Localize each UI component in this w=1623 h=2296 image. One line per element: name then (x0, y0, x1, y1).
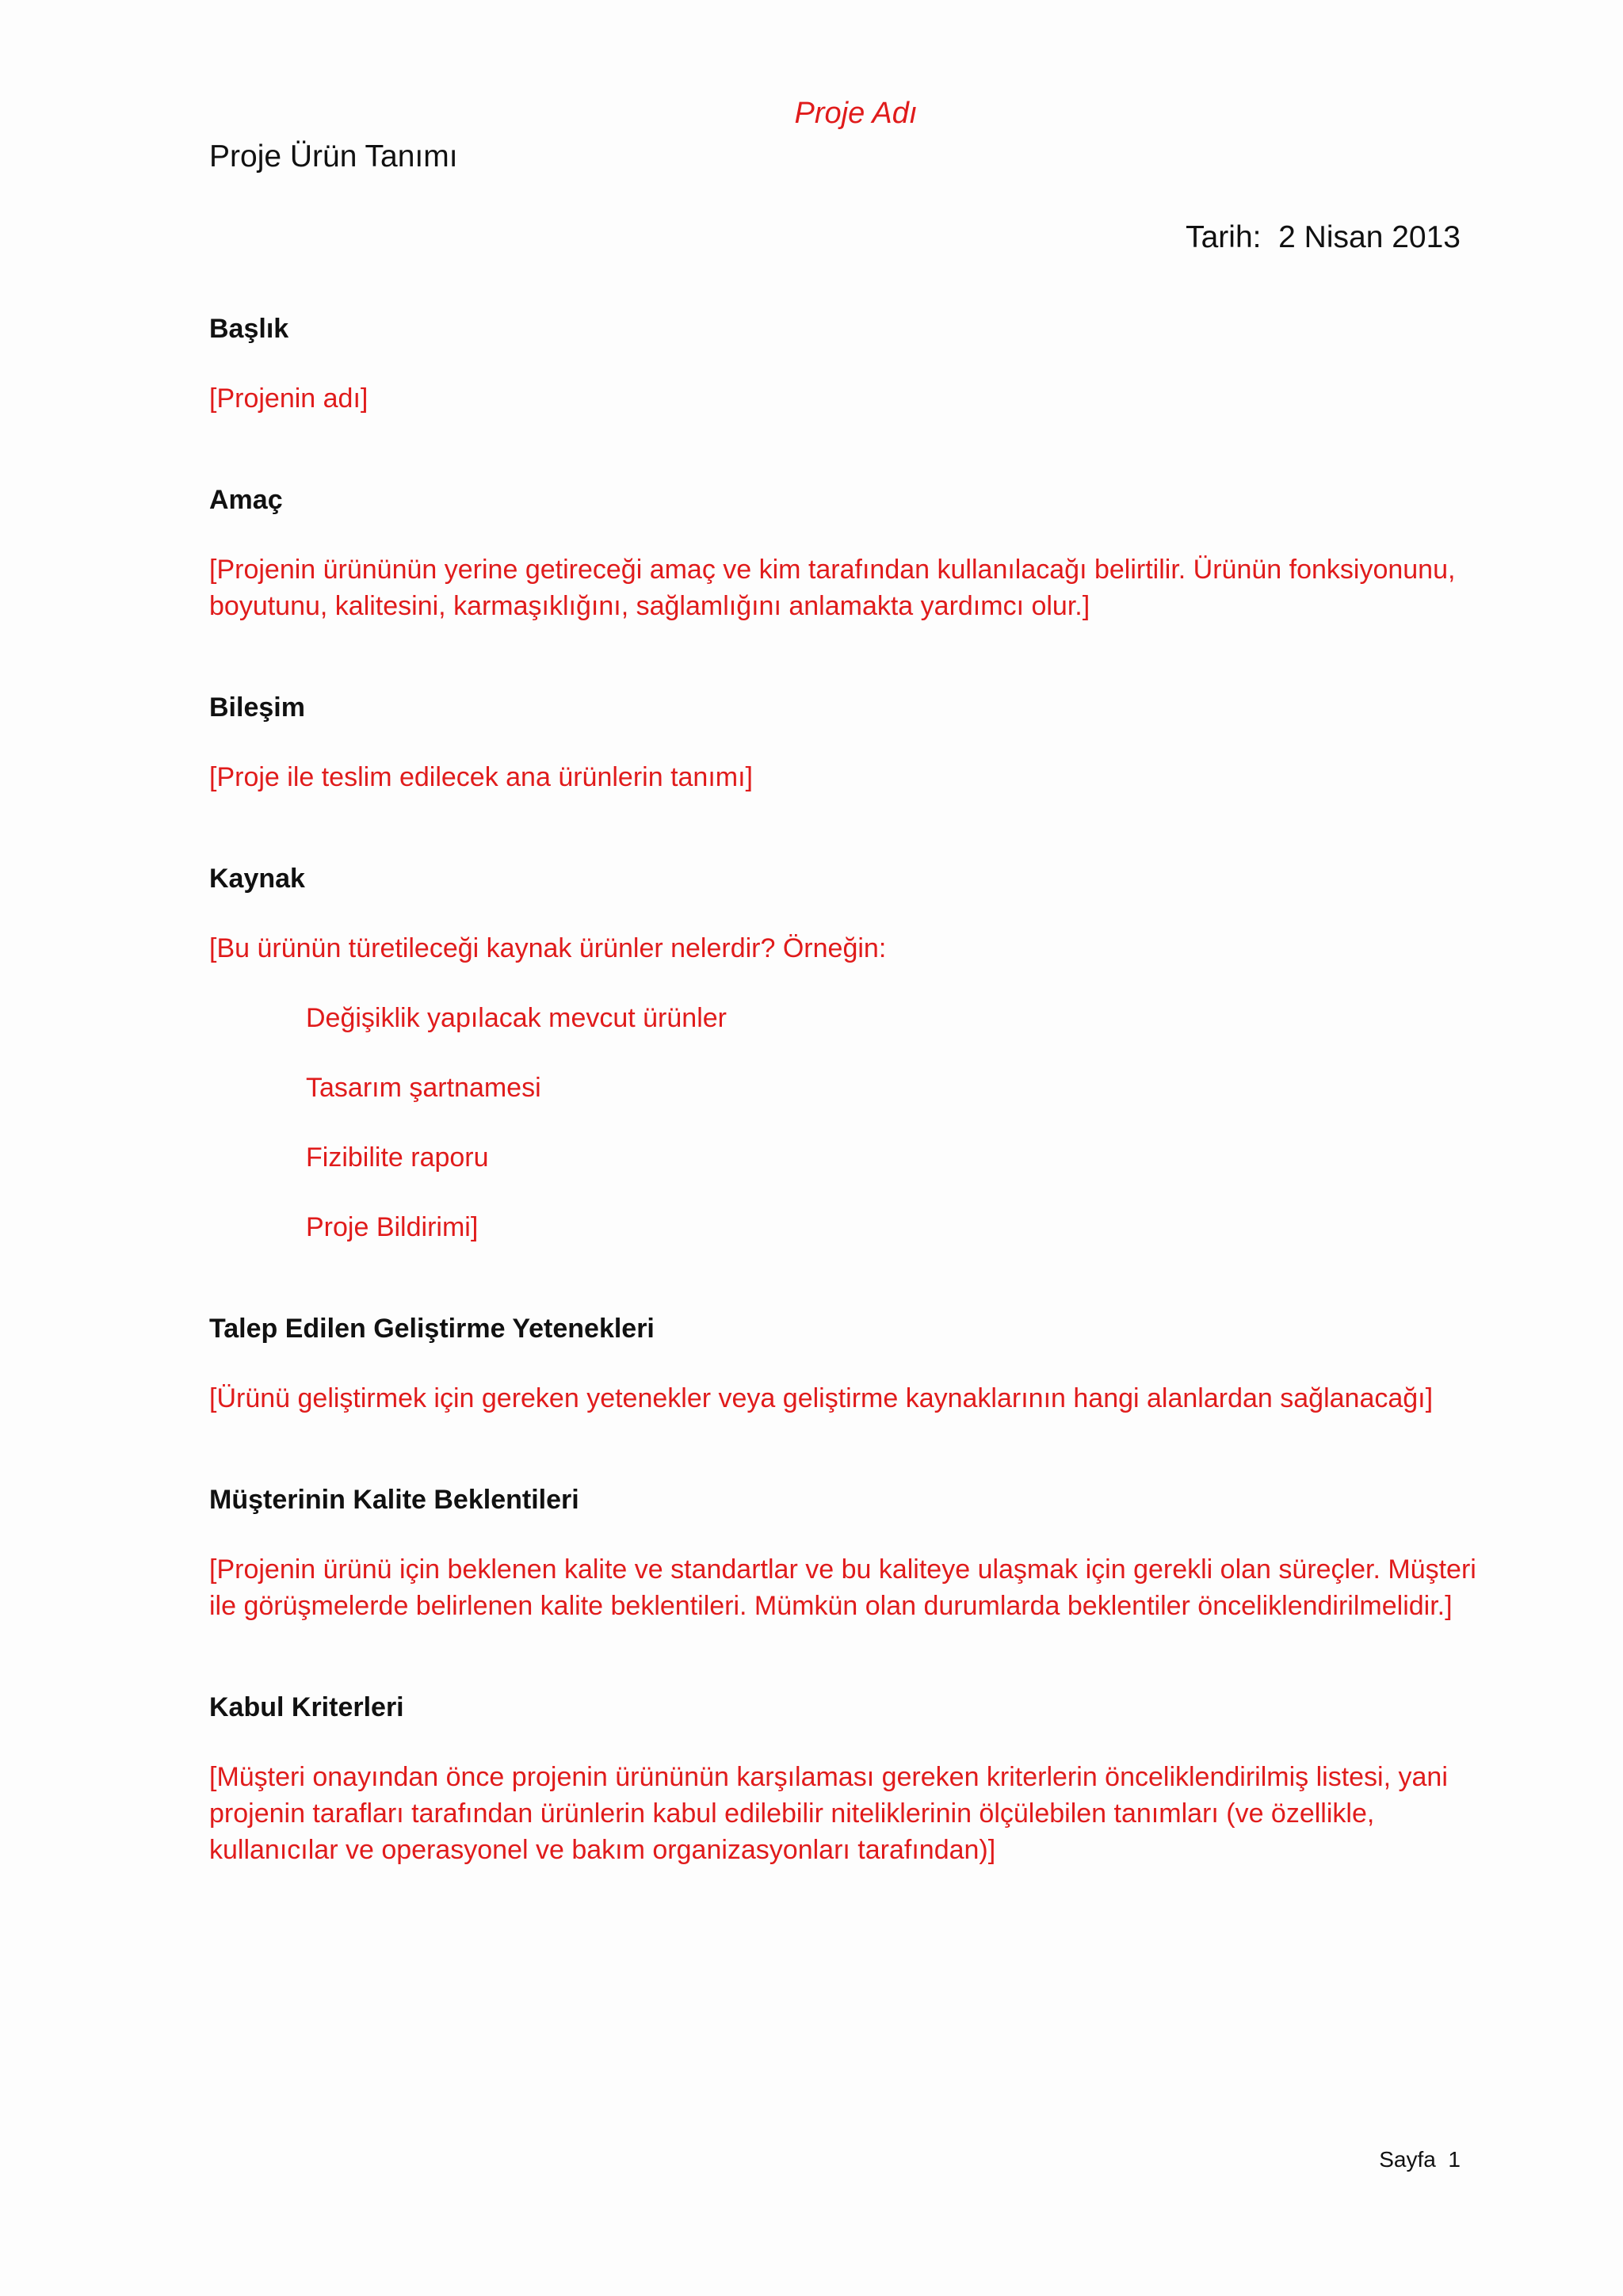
list-item: Değişiklik yapılacak mevcut ürünler (306, 1003, 727, 1033)
section-kaynak (209, 860, 1509, 1245)
section-placeholder-text: [Müşteri onayından önce projenin ürününün karşılaması gereken kriterlerin önceliklendirilmiş listesi, yani projenin tarafları tarafından ürünlerin kabul edilebilir niteliklerinin ölçülebilen tanımları (ve özellikle, kullanıcılar ve operasyonel ve bakım organizasyonları tarafından)] (209, 1762, 1448, 1865)
section-placeholder-text: [Projenin ürününün yerine getireceği amaç ve kim tarafından kullanılacağı belirtilir. Ürünün fonksiyonunu, boyutunu, kalitesini, karmaşıklığını, sağlamlığını anlamakta yardımcı olur.] (209, 555, 1456, 621)
source-products-list (209, 1000, 1509, 1245)
document-body (209, 311, 1509, 1933)
page-number: 1 (1448, 2147, 1461, 2172)
section-yetenekler (209, 1310, 1509, 1417)
section-placeholder-text: [Projenin adı] (209, 383, 369, 414)
project-name: Proje Adı (794, 97, 918, 130)
list-item: Fizibilite raporu (306, 1142, 489, 1173)
section-heading: Amaç (209, 485, 283, 515)
section-kalite (209, 1482, 1509, 1624)
section-baslik (209, 311, 1509, 417)
date-value: 2 Nisan 2013 (1278, 220, 1461, 254)
section-placeholder-text: [Ürünü geliştirmek için gereken yetenekler veya geliştirme kaynaklarının hangi alanlardan sağlanacağı] (209, 1383, 1434, 1413)
document-title: Proje Ürün Tanımı (209, 139, 458, 174)
section-placeholder-text: [Projenin ürünü için beklenen kalite ve standartlar ve bu kaliteye ulaşmak için gerekli olan süreçler. Müşteri ile görüşmelerde belirlenen kalite beklentileri. Mümkün olan durumlarda beklentiler önceliklendirilmelidir.] (209, 1554, 1476, 1621)
page-label: Sayfa (1379, 2147, 1436, 2172)
section-heading: Başlık (209, 314, 289, 344)
section-amac (209, 482, 1509, 624)
section-heading: Kabul Kriterleri (209, 1692, 404, 1722)
list-item: Proje Bildirimi] (306, 1212, 479, 1242)
section-heading: Kaynak (209, 864, 305, 894)
page-footer (1379, 2147, 1461, 2172)
date-label: Tarih: (1186, 220, 1262, 254)
section-heading: Müşterinin Kalite Beklentileri (209, 1485, 579, 1515)
section-placeholder-text: [Bu ürünün türetileceği kaynak ürünler nelerdir? Örneğin: (209, 933, 887, 963)
section-bilesim (209, 689, 1509, 795)
section-kabul (209, 1689, 1509, 1868)
section-placeholder-text: [Proje ile teslim edilecek ana ürünlerin tanımı] (209, 762, 753, 792)
section-heading: Talep Edilen Geliştirme Yetenekleri (209, 1314, 655, 1344)
date-line (1186, 220, 1461, 255)
section-heading: Bileşim (209, 692, 305, 723)
list-item: Tasarım şartnamesi (306, 1073, 541, 1103)
